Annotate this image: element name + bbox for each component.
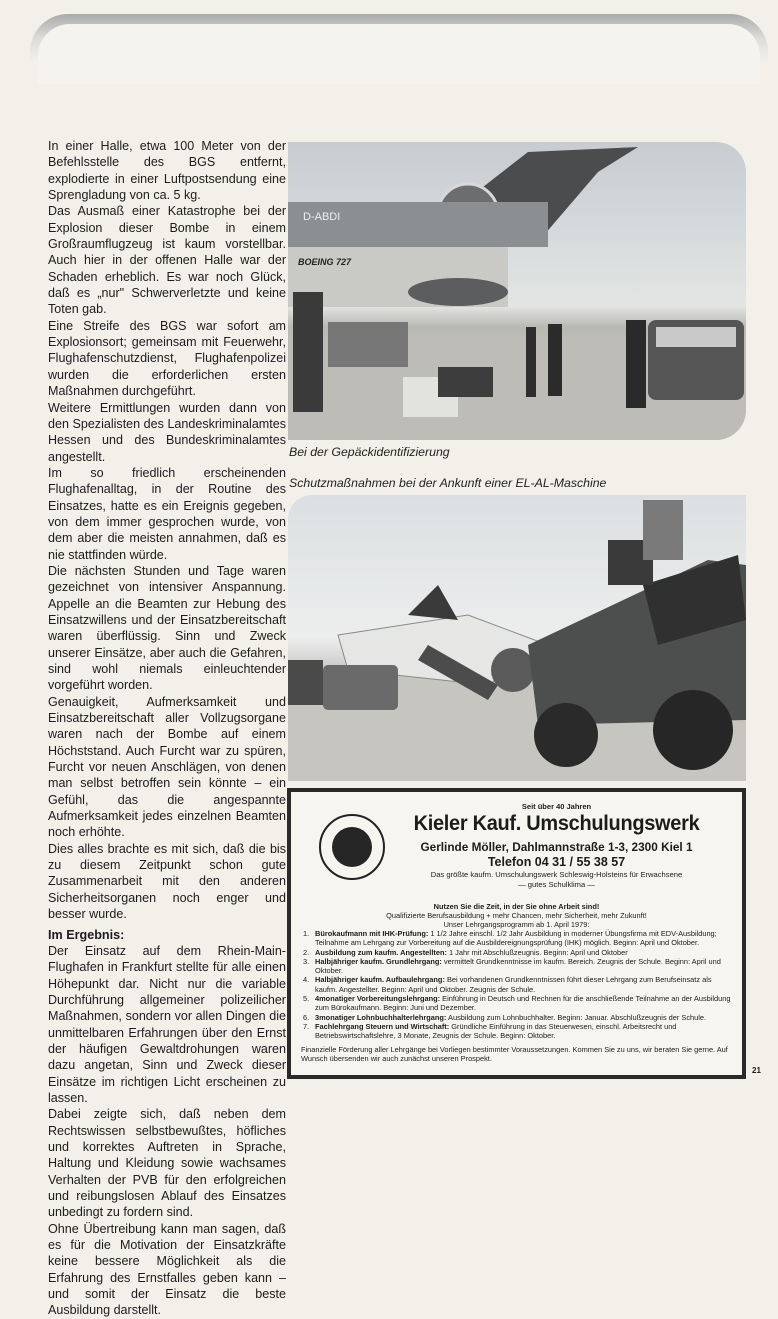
page-header-frame (30, 14, 768, 74)
ad-phone: Telefon 04 31 / 55 38 57 (487, 855, 626, 869)
course-list (301, 929, 732, 1041)
paragraph: Genauigkeit, Aufmerksamkeit und Einsatzbereitschaft aller Vollzugsorgane waren nach der Bombe auf einem Höchststand. Auch Furcht war zu spüren, Furcht vor neuen Anschlägen, von denen man selbst betroffen sein könnte – ein Gefühl, das die angespannte Aufmerksamkeit jedes einzelnen Beamten noch erhöhte. (48, 694, 286, 840)
course-number: 7. (303, 1021, 310, 1031)
course-item (303, 956, 732, 976)
ad-address: Gerlinde Möller, Dahlmannstraße 1-3, 2300 Kiel 1 (420, 840, 693, 854)
ad-company-name: Kieler Kauf. Umschulungswerk (413, 812, 700, 835)
course-number: 4. (303, 975, 310, 985)
course-title: Halbjähriger kaufm. Aufbaulehrgang: (315, 975, 445, 985)
paragraph: Weitere Ermittlungen wurden dann von den Spezialisten des Landeskriminalamtes Hessen und des Bundeskriminalamtes angestellt. (48, 400, 286, 464)
paragraph: Der Einsatz auf dem Rhein-Main-Flughafen in Frankfurt stellte für alle einen Höhepunkt dar. Nicht nur die variable Durchführung allgemeiner polizeilicher Maßnahmen, sondern vor allen Dingen die unmittelbaren Erfahrungen über den Ernst der häufigen Gewaltdrohungen waren dazu angetan, Sinn und Zweck dieser Einsätze im richtigen Licht erscheinen zu lassen. (48, 943, 286, 1105)
photo-el-al-arrival (288, 495, 746, 781)
course-number: 6. (303, 1012, 310, 1022)
course-text: Ausbildung zum Lohnbuchhalter. Beginn: Januar. Abschlußzeugnis der Schule. (446, 1012, 707, 1022)
photo2-caption: Schutzmaßnahmen bei der Ankunft einer EL-AL-Maschine (289, 476, 607, 490)
airport-scene-illustration (288, 142, 746, 440)
course-title: Halbjähriger kaufm. Grundlehrgang: (315, 956, 442, 966)
ad-subline: Qualifizierte Berufsausbildung + mehr Chancen, mehr Sicherheit, mehr Zukunft! (386, 911, 647, 920)
course-text: Bei vorhandenen Grundkenntnissen führt dieser Lehrgang zum Berufseinsatz als kaufm. Angestellter. Beginn: April und Oktober. Zeugnis der Schule. (315, 975, 712, 994)
photo-baggage-identification (288, 142, 746, 440)
course-number: 2. (303, 947, 310, 957)
paragraph: In einer Halle, etwa 100 Meter von der Befehlsstelle des BGS entfernt, explodierte in einer Luftpostsendung eine Sprengladung von ca. 5 kg. (48, 139, 286, 203)
plane-type: BOEING 727 (298, 257, 352, 267)
course-text: Einführung in Deutsch und Rechnen für die anschließende Teilnahme an der Ausbildung zum Bürokaufmann. Beginn: Juni und Dezember. (315, 994, 731, 1013)
paragraph: Die nächsten Stunden und Tage waren gezeichnet von intensiver Anspannung. Appelle an die Beamten zur Hebung des Einsatzwillens und der Einsatzbereitschaft waren überflüssig. Sinn und Zweck unserer Einsätze, aber auch die Gefahren, sind wohl niemals einleuchtender vorgeführt worden. (48, 563, 286, 693)
paragraph: Eine Streife des BGS war sofort am Explosionsort; gemeinsam mit Feuerwehr, Flughafenschutzdienst, Flughafenpolizei wurden die erforderlichen ersten Maßnahmen durchgeführt. (48, 318, 286, 399)
paragraph: Ohne Übertreibung kann man sagen, daß es für die Motivation der Einsatzkräfte keine bessere Möglichkeit als die Erfahrung des Ernstfalles geben kann – und somit der Einsatz die beste Ausbildung darstellt. (48, 1221, 286, 1318)
photo1-caption: Bei der Gepäckidentifizierung (289, 445, 450, 459)
ad-headline: Nutzen Sie die Zeit, in der Sie ohne Arbeit sind! (433, 902, 600, 911)
course-title: 3monatiger Lohnbuchhalterlehrgang: (315, 1012, 447, 1022)
paragraph: Dabei zeigte sich, daß neben dem Rechtswissen selbstbewußtes, höfliches und korrektes Auftreten in Sprache, Haltung und Kleidung sowie wachsames Verhalten der PVB für den erfolgreichen und reibungslosen Ablauf des Einsatzes unbedingt zu fordern sind. (48, 1107, 286, 1220)
section-heading: Im Ergebnis: (48, 927, 125, 942)
article-column (48, 138, 286, 1319)
ad-tagline: Das größte kaufm. Umschulungswerk Schleswig-Holsteins für Erwachsene (430, 870, 683, 879)
course-text: 1 1/2 Jahre einschl. 1/2 Jahr Ausbildung in moderner Übungsfirma mit EDV-Ausbildung; Teilnahme am Lehrgang zur Vorbereitung auf die Ausbildereignungsprüfung (IHK) möglich. Beginn: April und Oktober. (315, 929, 717, 948)
ad-since: Seit über 40 Jahren (521, 802, 592, 811)
armored-vehicle-scene-illustration (288, 495, 746, 781)
course-text: vermittelt Grundkenntnisse im kaufm. Bereich. Zeugnis der Schule. Beginn: April und Oktober. (315, 956, 721, 976)
course-number: 1. (303, 929, 310, 938)
paragraph: Das Ausmaß einer Katastrophe bei der Explosion dieser Bombe in einem Großraumflugzeug ist kaum vorstellbar. Auch hier in der offenen Halle war der Schaden erheblich. Es war noch Glück, daß es „nur" Schwerverletzte und keine Toten gab. (48, 204, 286, 317)
paragraph: Dies alles brachte es mit sich, daß die bis zu diesem Zeitpunkt schon gute Zusammenarbeit mit den anderen Sicherheitsorganen noch enger und besser wurde. (48, 841, 286, 922)
ad-footer: Finanzielle Förderung aller Lehrgänge bei Vorliegen bestimmter Voraussetzungen. Kommen Sie zu uns, wir beraten Sie gerne. Auf Wunsch übersenden wir auch zunächst unseren Prospekt. (301, 1045, 728, 1064)
company-logo-icon (319, 814, 385, 880)
course-title: 4monatiger Vorbereitungslehrgang: (315, 994, 441, 1004)
course-title: Fachlehrgang Steuern und Wirtschaft: (315, 1021, 450, 1031)
course-item (303, 1021, 732, 1041)
paragraph: Im so friedlich erscheinenden Flughafenalltag, in der Routine des Einsatzes, hatte es ein Ereignis gegeben, von dem immer gesprochen wurde, von dem aber die meisten annahmen, daß es nie stattfinden würde. (48, 465, 286, 562)
course-item (303, 929, 732, 948)
course-item (303, 994, 732, 1013)
page-number: 21 (752, 1066, 761, 1075)
course-title: Ausbildung zum kaufm. Angestellten: (315, 947, 447, 957)
course-item (303, 975, 732, 994)
ad-program-title: Unser Lehrgangsprogramm ab 1. April 1979: (443, 920, 590, 929)
course-title: Bürokaufmann mit IHK-Prüfung: (315, 929, 429, 938)
course-number: 3. (303, 956, 310, 966)
course-item (303, 1012, 732, 1022)
plane-registration: D-ABDI (303, 211, 341, 223)
ad-climate: — gutes Schulklima — (518, 880, 595, 889)
course-text: 1 Jahr mit Abschlußzeugnis. Beginn: April und Oktober (446, 947, 628, 957)
course-item (303, 947, 732, 957)
course-text: Gründliche Einführung in das Steuerwesen, einschl. Arbeitsrecht und Betriebswirtschaftslehre, 3 Monate, Zeugnis der Schule. Beginn: Oktober. (315, 1021, 677, 1041)
course-number: 5. (303, 994, 310, 1004)
advertisement-kieler-umschulungswerk (287, 788, 746, 1079)
